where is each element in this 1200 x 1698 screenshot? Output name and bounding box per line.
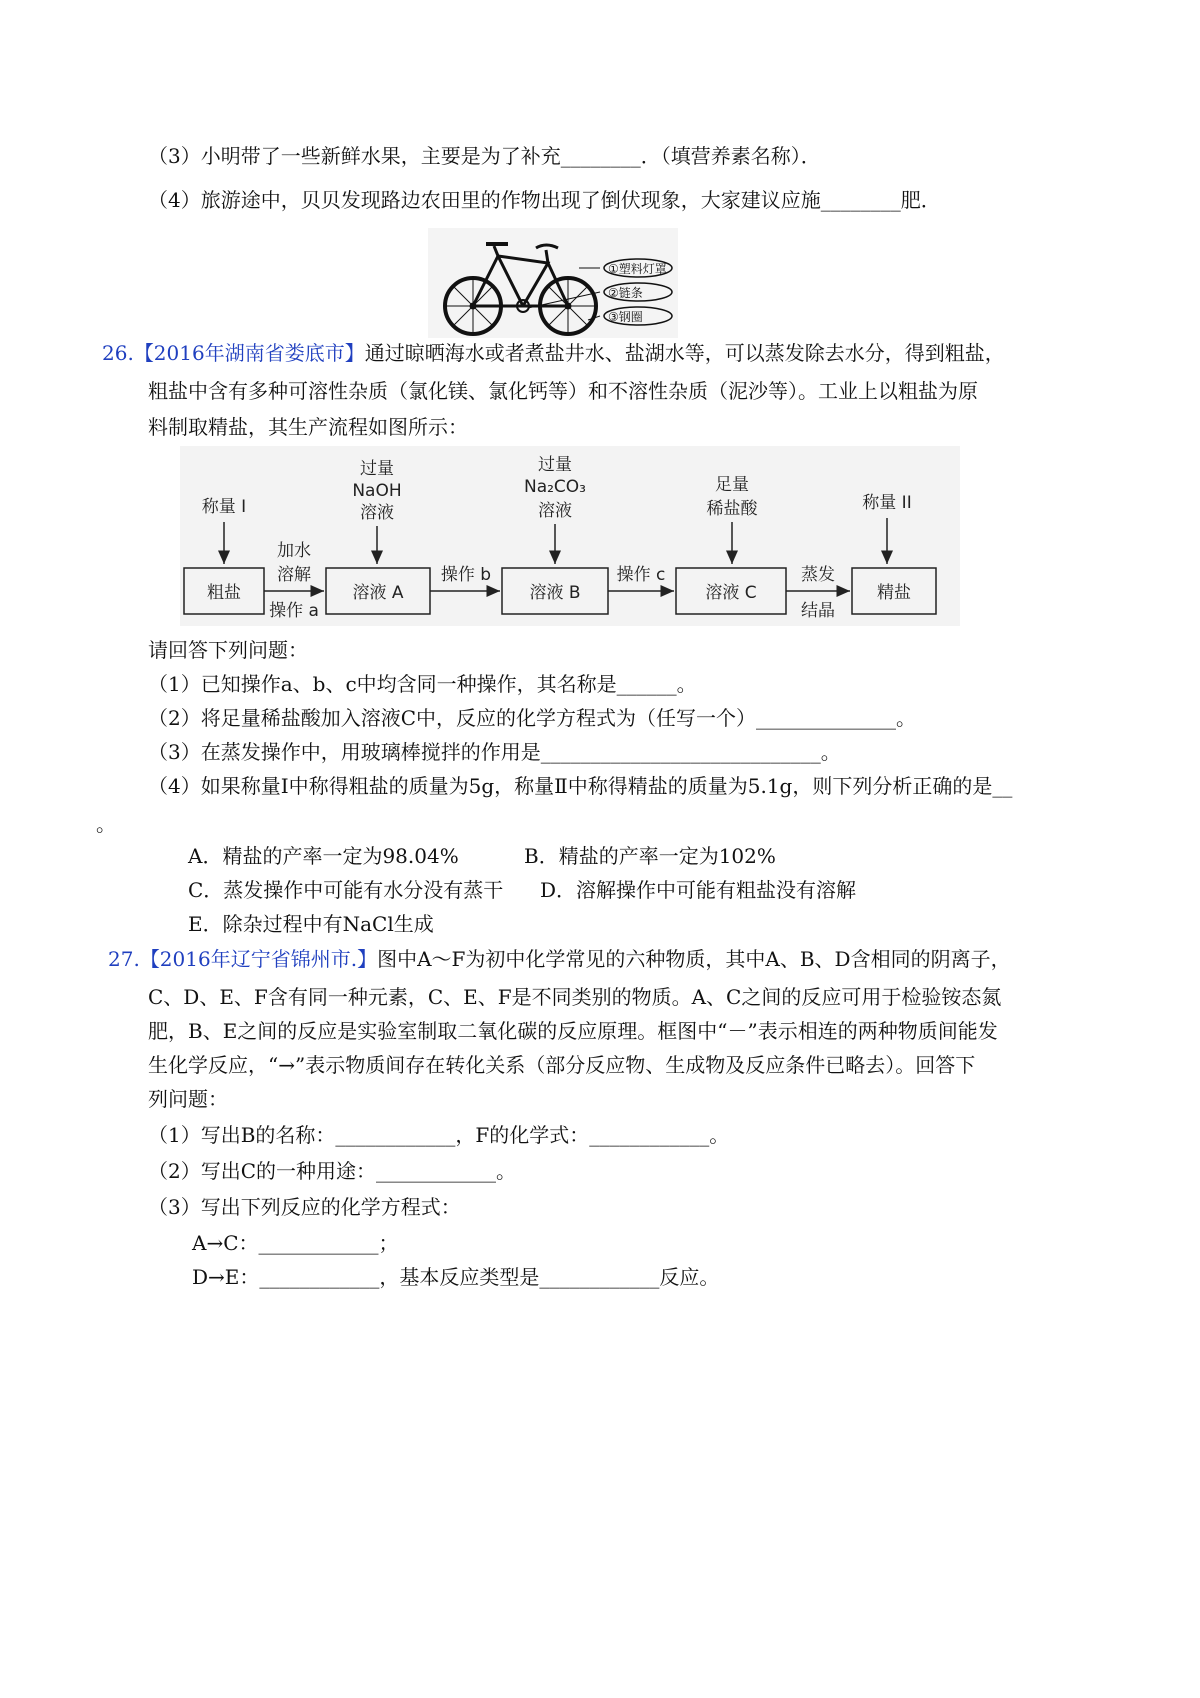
q26-header: [102, 339, 1005, 367]
box-solution-b: 溶液 B: [529, 583, 581, 603]
q26-option-e: E．除杂过程中有NaCl生成: [188, 912, 434, 936]
arrow1-top-1: 加水: [277, 541, 311, 561]
label-weigh-2: 称量 II: [862, 493, 912, 513]
q26-question-3: （3）在蒸发操作中，用玻璃棒搅拌的作用是____________________________。: [148, 740, 841, 764]
label-weigh-1: 称量 I: [201, 497, 247, 517]
label-naoh-1: 过量: [360, 459, 394, 479]
q27-question-1: （1）写出B的名称：____________，F的化学式：____________。: [148, 1123, 730, 1147]
arrow1-bottom: 操作 a: [269, 601, 319, 621]
q26-question-4: （4）如果称量Ⅰ中称得粗盐的质量为5g，称量Ⅱ中称得精盐的质量为5.1g，则下列分析正确的是__: [148, 774, 1013, 798]
q26-question-1: （1）已知操作a、b、c中均含同一种操作，其名称是______。: [148, 672, 697, 696]
arrow2-label: 操作 b: [440, 565, 492, 585]
arrow3-label: 操作 c: [616, 565, 666, 585]
bicycle-figure: [428, 228, 678, 338]
q27-question-2: （2）写出C的一种用途：____________。: [148, 1159, 517, 1183]
q26-question-4-end: 。: [96, 812, 116, 836]
q26-intro-1: 通过晾晒海水或者煮盐井水、盐湖水等，可以蒸发除去水分，得到粗盐，: [364, 341, 1005, 365]
q26-option-d: D．溶解操作中可能有粗盐没有溶解: [540, 878, 857, 902]
label-hcl-2: 稀盐酸: [706, 499, 758, 519]
arrow4-label-2: 结晶: [801, 601, 835, 621]
box-solution-a: 溶液 A: [352, 583, 404, 603]
q27-intro-1: 图中A～F为初中化学常见的六种物质，其中A、B、D含相同的阴离子，: [377, 947, 1011, 971]
label-na2co3-1: 过量: [538, 455, 572, 475]
q27-intro-5: 列问题：: [148, 1087, 228, 1111]
q26-question-2: （2）将足量稀盐酸加入溶液C中，反应的化学方程式为（任写一个）______________。: [148, 706, 917, 730]
q27-header: [108, 945, 1011, 973]
q27-question-3a: A→C：____________；: [192, 1231, 399, 1255]
q25-line-4: （4）旅游途中，贝贝发现路边农田里的作物出现了倒伏现象，大家建议应施________肥．: [148, 188, 941, 212]
arrow4-label-1: 蒸发: [801, 565, 835, 585]
bike-label-1: ①塑料灯罩: [608, 262, 667, 276]
q27-intro-3: 肥，B、E之间的反应是实验室制取二氧化碳的反应原理。框图中“－”表示相连的两种物质间能发: [148, 1019, 998, 1043]
q26-source: 【2016年湖南省娄底市】: [133, 341, 365, 365]
box-crude-salt: 粗盐: [207, 583, 241, 603]
q27-question-3b: D→E：____________，基本反应类型是____________反应。: [192, 1265, 720, 1289]
label-naoh-2: NaOH: [352, 481, 402, 501]
q27-question-3: （3）写出下列反应的化学方程式：: [148, 1195, 461, 1219]
bike-label-2: ②链条: [608, 286, 643, 300]
q25-line-3: （3）小明带了一些新鲜水果，主要是为了补充________．（填营养素名称）．: [148, 144, 821, 168]
label-naoh-3: 溶液: [360, 503, 394, 523]
label-na2co3-3: 溶液: [538, 501, 572, 521]
q27-intro-2: C、D、E、F含有同一种元素，C、E、F是不同类别的物质。A、C之间的反应可用于检验铵态氮: [148, 985, 1002, 1009]
q27-source: 【2016年辽宁省锦州市.】: [139, 947, 378, 971]
q26-option-c: C．蒸发操作中可能有水分没有蒸干: [188, 878, 504, 902]
q27-intro-4: 生化学反应，“→”表示物质间存在转化关系（部分反应物、生成物及反应条件已略去）。回答下: [148, 1053, 976, 1077]
q26-option-b: B．精盐的产率一定为102%: [524, 844, 776, 868]
q27-number: 27.: [108, 947, 140, 971]
arrow1-top-2: 溶解: [277, 565, 311, 585]
process-flowchart: [180, 446, 960, 626]
q26-ask: 请回答下列问题：: [148, 638, 308, 662]
q26-option-a: A．精盐的产率一定为98.04%: [188, 844, 459, 868]
label-hcl-1: 足量: [715, 475, 749, 495]
box-solution-c: 溶液 C: [705, 583, 757, 603]
q26-intro-2: 粗盐中含有多种可溶性杂质（氯化镁、氯化钙等）和不溶性杂质（泥沙等）。工业上以粗盐为原: [148, 379, 978, 403]
q26-number: 26.: [102, 341, 134, 365]
q26-intro-3: 料制取精盐，其生产流程如图所示：: [148, 415, 468, 439]
box-fine-salt: 精盐: [877, 583, 911, 603]
label-na2co3-2: Na₂CO₃: [523, 477, 587, 497]
bike-label-3: ③钢圈: [608, 310, 643, 324]
